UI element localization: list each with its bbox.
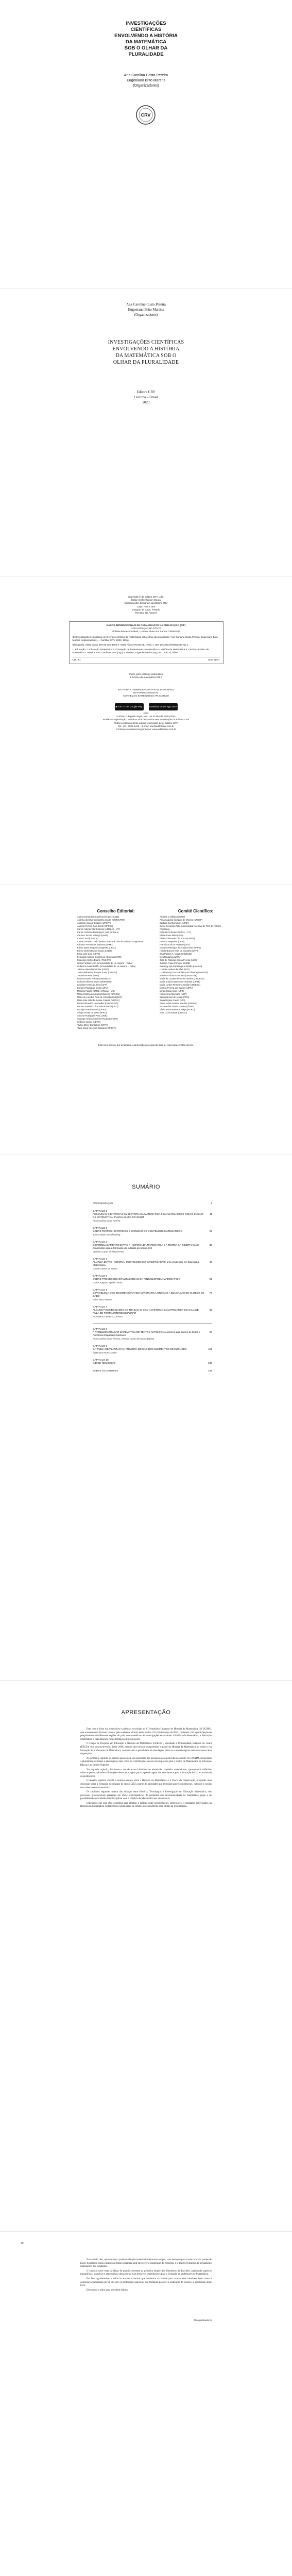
toc-line <box>93 1292 212 1298</box>
council-member: Élsio José Corá (UFFS) <box>77 953 100 955</box>
committee-member: Andréia N. Militão (UEMS) <box>160 916 185 918</box>
toc-authors: Ana Carolina Costa Pereira <box>93 1219 121 1222</box>
credit-line: Capa: Foto e arte <box>136 605 156 608</box>
toc-title: ALGUNS POSSIBILIDADES DE TRABALHO COM A HISTÓRIA DA MATEMÁTICA EM SALA DE AULA DE FORMA INTERDISCIPLINAR <box>93 1309 199 1315</box>
committee-member: Inês Bragança (UERJ) <box>160 956 181 958</box>
crv-logo-icon <box>135 104 157 126</box>
committee-member: Maria Eurácia Barreto de Andrade (UFRB) <box>160 980 200 983</box>
toc-chapter-label: CAPÍTULO 10 <box>93 1359 109 1362</box>
store-badges <box>0 701 292 710</box>
google-play-badge[interactable]: ▶ GET IT ON Google Play <box>115 703 144 710</box>
toc-title: O ENTRELAÇAMENTO ENTRE A HISTÓRIA DA MATEMÁTICA E A TEORIA DA OBJETIVAÇÃO: construção para a formação do cidadão do século XXI <box>93 1244 200 1250</box>
committee-member: Nilson José Machado (USP) <box>160 993 187 995</box>
copyright-credits <box>0 596 292 615</box>
cover-title <box>21 21 271 58</box>
toc-page: 9 <box>211 1202 212 1205</box>
toc-title: APRESENTAÇÃO <box>93 1202 113 1205</box>
committee-member: Suzana dos Santos Gomes (UFMG) <box>160 1005 195 1008</box>
toc-page: 97 <box>209 1331 212 1334</box>
author-name: Ana Carolina Costa Pereira <box>124 74 168 77</box>
council-page <box>0 885 292 1155</box>
committee-member: Lucia Marisy Souza Ribeiro de Oliveira (UNIVASF) <box>160 971 208 974</box>
council-member: Elione Maria Nogueira Diogenes (UFAL) <box>77 946 116 949</box>
presentation-text <box>80 1728 212 1810</box>
toc-page: 59 <box>209 1278 212 1281</box>
cover-title-line: INVESTIGAÇÕES <box>126 21 166 26</box>
toc-line <box>93 1362 212 1365</box>
presentation-page <box>0 1681 292 2232</box>
toc-chapter-label: CAPÍTULO 3 <box>93 1241 107 1244</box>
title-page-authors <box>21 302 271 317</box>
toc-line <box>93 1202 212 1206</box>
toc-line <box>93 1244 212 1250</box>
catalog-isbn: Bibliografia. ISBN Digital 978-65-251-4758-4. ISBN Físico 978-65-251-4762-1. DOI 10.24824/978652514762.1 <box>72 643 188 647</box>
council-member: Andréia da Silva Quintanilha Sousa (UNIR/UFRN) <box>77 919 125 921</box>
scientific-committee <box>160 909 232 1014</box>
summary-page <box>0 1155 292 1681</box>
presentation-title: APRESENTAÇÃO <box>121 1709 171 1716</box>
committee-member: Vera Lucia Gaspar (UDESC) <box>160 1011 187 1014</box>
committee-member: Ilma Passos A. Veiga (UNICEUB) <box>160 953 192 955</box>
toc-entry[interactable] <box>93 1306 212 1318</box>
publisher-year: 2023 <box>142 400 150 404</box>
toc-chapter-label: CAPÍTULO 4 <box>93 1258 107 1261</box>
toc-page: 115 <box>208 1348 212 1351</box>
toc-entry[interactable] <box>93 1275 212 1284</box>
toc-page: 35 <box>209 1244 212 1247</box>
app-store-badge[interactable] <box>149 703 178 710</box>
council-member: Simone Rodrigues Pinto (UNB) <box>77 1014 107 1017</box>
committee-member: Anna Augusta Sampaio de Oliveira (UNESP) <box>160 919 203 921</box>
toc-entry[interactable] <box>93 1210 212 1223</box>
council-member: Lídia de Oliveira Xavier (UNIEURO) <box>77 980 112 983</box>
committee-member: Kilwangy Kya Kapitango-a-Samba (Unemat) <box>160 965 202 968</box>
paragraph: O capítulo nove trata da tábua de plantão presente na primeira edição dos Elementos de Euclides, analisando aspectos tipográficos, históricos e matemáticos dessa obra e suas possíveis contribuições para a formação de professores de Matemática. <box>80 2269 212 2276</box>
committee-member: José de Ribamar Sousa Pereira (UCB) <box>160 959 197 961</box>
toc-page: 73 <box>209 1292 212 1295</box>
toc-page: 191 <box>208 1370 212 1372</box>
page-number: 10 <box>21 2242 24 2245</box>
toc-title: ALIANÇA ENTRE HISTÓRIA, TECNOLOGIAS E INVESTIGAÇÃO: uma incidência em Educação Matemática <box>93 1261 199 1267</box>
copyright-line: Copyright © da Editora CRV Ltda. <box>128 596 164 598</box>
cover-title-line: DA MATEMÁTICA <box>125 39 167 45</box>
title-line: ENVOLVENDO A HISTÓRIA <box>112 346 180 352</box>
toc-line <box>93 1331 212 1337</box>
contact-line: Todos os direitos desta edição reservados pela: Editora CRV <box>114 721 178 724</box>
digital-line: EM FORMATO DIGITAL. <box>133 691 159 694</box>
peer-review-note: Este livro passou por avaliação e aprovação às cegas de dois ou mais pareceristas ad hoc. <box>98 1044 194 1046</box>
committee-member: Diosnel Centurion (UNIDA – PY) <box>160 931 191 934</box>
toc-title: SOBRE PROCESSOS GRAVITACIONAIS DA "ENCICLOPÉDIA MATEMÁTICA" <box>93 1278 181 1281</box>
toc-entry[interactable] <box>93 1345 212 1354</box>
catalog-box-wrapper <box>0 621 292 664</box>
contact-line: Proibida a reprodução parcial ou total desta obra sem autorização da Editora CRV <box>102 718 190 721</box>
catalog-index <box>0 673 292 679</box>
toc-chapter-label: CAPÍTULO 5 <box>93 1275 107 1278</box>
google-play-label: GET IT ON Google Play <box>118 705 143 708</box>
author-name: Eugeniano Brito Martins <box>128 308 164 312</box>
toc-title: SOBRE OS AUTORES <box>93 1370 118 1372</box>
credit-line: Diagramação: Designers da Editora CRV <box>124 602 168 605</box>
committee-member: Maria Lurdes Pinto de Almeida (UNOESC) <box>160 984 200 986</box>
council-member: Carmen Tereza Velanga (UNIR) <box>77 934 108 937</box>
title-page-publisher <box>21 389 271 405</box>
toc-title: O PROBLEMA DOS INCOMENSURÁVEIS MATEMÁTICA GREGA E A EDUCAÇÃO DE GLOBOE DE CABO <box>93 1292 204 1298</box>
committee-member: Mônica Pereira dos Santos (UFRJ) <box>160 987 193 989</box>
toc-authors: Ana Carolina Costa Pereira, Antonia Naiara de Sousa Batista <box>93 1337 154 1340</box>
credit-line: Imagem de Capa: Freepik <box>132 608 160 611</box>
title-line: OLHAR DA PLURALIDADE <box>113 360 179 365</box>
toc-page: 47 <box>209 1261 212 1264</box>
council-member: Tania Suely Azevedo Brasileiro (UFOPA) <box>77 1027 116 1029</box>
toc-entry[interactable] <box>93 1241 212 1253</box>
paragraph: No capítulo oito, apresenta-se a problematização matemática de textos antigos, com destaque para o exercício das pontes de Euler, discutindo como a leitura de fontes originais pode favorecer a construção de conceitos e o desenvolvimento do pensamento matemático dos estudantes. <box>80 2259 212 2268</box>
publisher-contact <box>0 712 292 731</box>
digital-line: CONHEÇA E BAIXE NOSSO APLICATIVO! <box>123 694 169 698</box>
cover-title-line: PLURALIDADE <box>128 52 164 57</box>
council-member: Leonel Severo Rocha (UNISINOS) <box>77 977 111 980</box>
continuation-text <box>80 2259 212 2293</box>
signature <box>80 2319 212 2323</box>
editorial-council <box>77 909 154 1030</box>
committee-member: Vânia Alves Martins Chaigar (FURG) <box>160 1008 195 1011</box>
paragraph: Desejamos a todos uma excelente leitura! <box>87 2289 129 2292</box>
toc-title: PESQUISAS CIENTÍFICAS EM HISTÓRIA DA MATEMÁTICA E SUAS RELAÇÕES COM O ENSINO DE MATEMÁTICA: PLURALIDADE DO GEHM <box>93 1213 203 1219</box>
toc-entry[interactable] <box>93 1328 212 1341</box>
toc-authors: Eugeniano Brito Martins <box>93 1351 117 1354</box>
catalog-box <box>69 621 224 664</box>
paragraph: Esperamos que esta obra contribua para ampliar o diálogo entre pesquisadores, professores e estudantes interessados na História da Matemática, fortalecendo a pluralidade de olhares que caracteriza esse campo de investigação. <box>80 1802 212 1808</box>
council-member: Sydione Santos (UEPG) <box>77 1021 101 1023</box>
author-name: Eugeniano Brito Martins <box>127 79 165 82</box>
committee-member: Jussara Fraga Portugal (UNEB) <box>160 962 191 964</box>
copyright-page <box>0 577 292 885</box>
crv-logo-text: CRV <box>141 112 151 118</box>
council-member: Maria Lília Imbiriba Sousa Colares (UFOPA) <box>77 999 120 1002</box>
publisher-name: Editora CRV <box>136 390 156 394</box>
toc-entry[interactable] <box>93 1289 212 1301</box>
council-member: Maria Cristina dos Santos Bezerra (UFSCar) <box>77 993 120 995</box>
title-page <box>0 289 292 577</box>
contact-line: Conheça os nossos lançamentos: www.editoracrv.com.br <box>116 728 176 731</box>
paragraph: No primeiro capítulo, os autores apresentam um panorama das pesquisas desenvolvidas no âmbito do GPEHM, destacando a pluralidade de temas e abordagens, bem como as contribuições dessas investigações para o ensino de Matemática na Educação Básica e no Ensino Superior. <box>80 1757 212 1767</box>
council-member: Cesar Gerónimo Tello (Univer. Nacional Três de Febrero – Argentina) <box>77 940 144 943</box>
council-member: Lourdes Helena da Silva (UFV) <box>77 984 107 986</box>
summary-title: SUMÁRIO <box>132 1184 160 1190</box>
toc-entry[interactable] <box>93 1370 212 1373</box>
committee-member: Eliane Rose Maio (UEM) <box>160 934 184 937</box>
council-member: Anselmo Alencar Colares (UFOPA) <box>77 922 111 924</box>
paragraph: Este livro é fruto das discussões e palestras ocorridas no VI Seminário Cearense de História da Matemática (VI SCHM), que aconteceu em formato remoto, pelo ambiente virtual, entre os dias 24 e 26 de março de 2022, contando com a participação de pesquisadores de diferentes regiões do país, que se dedicam às investigações envolvendo a História da Matemática, a Educação Matemática e suas relações com a formação de professores. <box>80 1728 212 1741</box>
catalog-codes <box>73 657 220 662</box>
toc-page: 23 <box>209 1230 212 1233</box>
contact-year: 2023 <box>143 712 149 715</box>
committee-member: Maria de Lourdes Pinto de Almeida (UNOESC) <box>160 977 205 980</box>
catalog-cdd: CDD 510.7 <box>208 658 220 661</box>
council-member: Francisco Carlos Duarte (PUC-PR) <box>77 959 111 961</box>
toc-entry[interactable] <box>93 1359 212 1365</box>
committee-member: Silvia Regina Canan (URI) <box>160 999 185 1002</box>
council-member: Guillermo Arias Beatón (Universidade de La Havana – Cuba) <box>77 965 136 968</box>
credit-line: Editor-chefe: Railson Moura <box>131 599 161 602</box>
council-member: João Adalberto Campato Junior (UNESP) <box>77 971 117 974</box>
council-member: Renato Francisco dos Santos Paula (UFG) <box>77 1005 118 1008</box>
council-member: Celso Conti (UFSCar) <box>77 937 98 940</box>
catalog-body: I62 Investigações científicas envolvendo a história da matemática sob o olhar da pluralidade / Ana Carolina Costa Pereira, Eugeniano Brito Martins (organizadores). – Curitiba: CRV, 2023. 196 p. <box>72 635 218 641</box>
committee-member: Barbara Coelho Neves (UFBA) <box>160 922 190 924</box>
editorial-council-title: Conselho Editorial: <box>97 909 135 913</box>
council-member: Luciano Rodrigues Costa (UFV) <box>77 987 108 989</box>
contact-line: Foi feito o depósito legal conf. Lei 10.994 de 14/12/2004 <box>116 715 176 718</box>
catalog-subtitle: CATALOGAÇÃO NA FONTE <box>131 627 161 630</box>
toc-title: A PROBLEMATIZAÇÃO MATEMÁTICA DE TEXTOS ANTIGOS: o exercício das pontes de Euler e Princípios Espaciais Coletivos <box>93 1331 200 1337</box>
committee-member: Mirian Fábia Alves (UFG) <box>160 990 184 992</box>
toc-title: ÍNDICE REMISSIVO <box>93 1362 116 1365</box>
toc-chapter-label: CAPÍTULO 9 <box>93 1345 107 1348</box>
committee-member: Sonia Maria Ferreira Koehler (UNISAL) <box>160 1002 197 1005</box>
council-member: Elizeu Clementino de Souza (UNEB) <box>77 950 113 952</box>
paragraph: No segundo capítulo, discute-se o uso de textos históricos no ensino de conteúdos matemáticos, apresentando reflexões sobre as potencialidades e limitações dessa abordagem para a aprendizagem dos estudantes e para a formação inicial e continuada de professores. <box>80 1768 212 1778</box>
council-member: Carlos Federico Dominguez Avila (Unieuro) <box>77 931 119 934</box>
digital-line: ESTA OBRA TAMBÉM ENCONTRA-SE DISPONÍVEL <box>117 688 175 691</box>
toc-chapter-label: CAPÍTULO 2 <box>93 1227 107 1230</box>
catalog-cdu: CDU 51 <box>72 658 81 661</box>
paragraph: Por fim, agradecemos a todos os autores e autoras que aceitaram o convite para compor esta coletânea, bem como à comissão organizadora do VI SCHM e às instituições parceiras que tornaram possível a realização do evento e a publicação deste livro. <box>80 2277 212 2287</box>
publisher-city: Curitiba – Brasil <box>134 395 158 399</box>
contact-line: Tel.: (41) 3029-6416 – E-mail: sac@editoracrv.com.br <box>118 724 174 727</box>
credit-line: Revisão: Os Autores <box>135 612 157 615</box>
app-store-label: Download on the App Store <box>149 705 177 708</box>
council-member: Rodrigo Pratte-Santos (UFES) <box>77 1008 107 1011</box>
committee-member: Gustavo Henrique de Araújo Freire (UFPE) <box>160 946 201 949</box>
toc-title: DA TABUA DE PLANTÃO NA PRIMEIRA EDIÇÃO DOS ELEMENTOS DE EUCLIDES <box>93 1348 187 1351</box>
paragraph: O terceiro capítulo aborda o entrelaçamento entre a História da Matemática e a Teoria da Objetivação, propondo uma discussão sobre a formação do cidadão do século XXI a partir de atividades que articulam aspectos históricos, culturais e sociais do conhecimento matemático. <box>80 1780 212 1789</box>
council-member: Solange Helena Ximenes-Rocha (UFOPA) <box>77 1018 118 1020</box>
toc-authors: Fábio Maia Bertato <box>93 1298 112 1301</box>
signature-line: Os organizadores <box>194 2319 212 2322</box>
council-member: Fernando Antônio Gonçalves Alcoforado (IPB) <box>77 956 122 958</box>
toc-entry[interactable] <box>93 1258 212 1270</box>
committee-member: Sérgio Nunes de Jesus (IFRO) <box>160 996 190 998</box>
council-member: Sérgio Nunes de Jesus (IFRO) <box>77 1011 107 1014</box>
index-title: Índice para catálogo sistemático <box>129 673 163 675</box>
author-name: Ana Carolina Costa Pereira <box>126 302 166 307</box>
council-member: Eduardo Fernandes Barbosa (UFMG) <box>77 943 114 946</box>
editorial-council-list <box>77 916 154 1030</box>
title-line: INVESTIGAÇÕES CIENTÍFICAS <box>108 340 184 345</box>
scientific-committee-list <box>160 916 232 1014</box>
toc-title: SOBRE TEXTOS HISTÓRICOS E O ENSINO DE CONTEÚDOS MATEMÁTICOS <box>93 1230 182 1233</box>
title-page-title <box>21 339 271 366</box>
index-entry: 1. Ensino da matemática 510.7 <box>129 676 163 679</box>
toc-chapter-label: CAPÍTULO 7 <box>93 1306 107 1309</box>
cover-page <box>0 0 292 289</box>
toc-line <box>93 1370 212 1373</box>
title-line: DA MATEMÁTICA SOB O <box>115 353 177 359</box>
council-member: Jailson Alves dos Santos (UFRJ) <box>77 968 109 971</box>
committee-member: Elizeu Clementino de Souza (UNEB) <box>160 937 195 940</box>
toc-line <box>93 1309 212 1315</box>
council-member: Carlos Alberto Vilar Estêvão (UMINHO – PT) <box>77 928 120 930</box>
toc-page: 11 <box>210 1213 212 1216</box>
committee-member: Lourdes Helena da Silva (UFV) <box>160 968 190 971</box>
toc-chapter-label: CAPÍTULO 1 <box>93 1210 107 1213</box>
toc-authors: João Cláudio Brandemberg <box>93 1233 121 1236</box>
toc-chapter-label: CAPÍTULO 6 <box>93 1289 107 1292</box>
toc-line <box>93 1261 212 1267</box>
committee-member: Helder Buenos Aires de Carvalho (UFPI) <box>160 950 199 952</box>
committee-member: Fauston Negreiros (UFPI) <box>160 940 184 943</box>
cover-title-line: ENVOLVENDO A HISTÓRIA <box>114 33 178 39</box>
cover-authors <box>21 73 271 89</box>
toc-entry[interactable] <box>93 1227 212 1236</box>
council-member: Marcelo Paixão (UFRJ e UTexas – US) <box>77 990 115 992</box>
toc-page: 189 <box>208 1362 212 1365</box>
author-role: (Organizadores) <box>134 313 158 317</box>
author-role: (Organizadores) <box>133 84 159 88</box>
catalog-librarian: Bibliotecária responsável: Luzenira Alves dos Santos CRB9/1506 <box>112 630 180 633</box>
council-member: Tadeu Oliver Gonçalves (UFPA) <box>77 1024 108 1026</box>
committee-member: Marcos Vinicius Francisco (UNOESTE) <box>160 974 197 977</box>
catalog-subjects: 1. Educação 2. Educação Matemática 3. Formação de Professores – Matemática 4. História da Matemática 5. Ensino – Ensino de Matemática I. Pereira, Ana Carolina Costa (org.) II. Martins, Eugeniano Brito (org.) III. Título IV. Série <box>72 648 209 654</box>
cover-title-line: SOB O OLHAR DA <box>124 45 168 51</box>
toc-chapter-label: CAPÍTULO 8 <box>93 1328 107 1331</box>
council-member: Maria de Lourdes Pinto de Almeida (UNOESC) <box>77 996 123 998</box>
council-member: Josania Portela (UFPI) <box>77 974 99 977</box>
toc-authors: Carlos Augusto Aguilar Junior <box>93 1281 123 1284</box>
digital-availability <box>0 688 292 698</box>
toc-authors: Isabel Cristina de Souza <box>93 1267 117 1270</box>
paragraph: Os capítulos seguintes tratam das alianças entre História, Tecnologias e Investigação em Educação Matemática, dos processos gravitacionais presentes em obras enciclopédicas, do problema dos incomensuráveis na matemática grega e de possibilidades de trabalho interdisciplinar com a História da Matemática em sala de aula. <box>80 1791 212 1801</box>
toc-authors: Verônica Lopes de Nascimento <box>93 1250 124 1253</box>
toc-entry[interactable] <box>93 1202 212 1206</box>
committee-member: Cesar Gerónimo Tello (Universidad Nacional de Três de Febrero – Argentina) <box>160 925 223 930</box>
toc-page: 85 <box>209 1309 212 1312</box>
table-of-contents <box>93 1202 212 1378</box>
council-member: Gloria Fariñas León (Universidade de La Havana – Cuba) <box>77 962 133 964</box>
toc-divider <box>93 1323 212 1324</box>
cover-title-line: CIENTÍFICAS <box>130 27 162 32</box>
scientific-committee-title: Comitê Científico: <box>178 909 214 913</box>
council-member: Paulo Romualdo Hernandes (UNIFAL-MG) <box>77 1002 118 1005</box>
continuation-page <box>0 2232 292 2576</box>
paragraph: O Grupo de Pesquisa em Educação e História da Matemática (GPEHM), vinculado à Universidade Estadual do Ceará (UECE), vem desenvolvendo, desde 2008, estudos que buscam compreender o papel da História da Matemática no ensino e na formação de professores de Matemática, considerando a pluralidade de abordagens teóricas e metodológicas existentes nessa área de pesquisa. <box>80 1742 212 1756</box>
council-member: Antônio Pereira Gaio Júnior (UFRRJ) <box>77 925 113 927</box>
toc-line <box>93 1213 212 1219</box>
council-member: Aldira Guimarães Duarte Domínguez (UNB) <box>77 916 119 918</box>
toc-authors: Ana Mônica Almeida Cardoso <box>93 1315 123 1318</box>
catalog-title: DADOS INTERNACIONAIS DE CATALOGAÇÃO NA PUBLICAÇÃO (CIP) <box>106 624 186 626</box>
committee-member: Francisco Ari de Andrade (UFC) <box>160 943 191 946</box>
